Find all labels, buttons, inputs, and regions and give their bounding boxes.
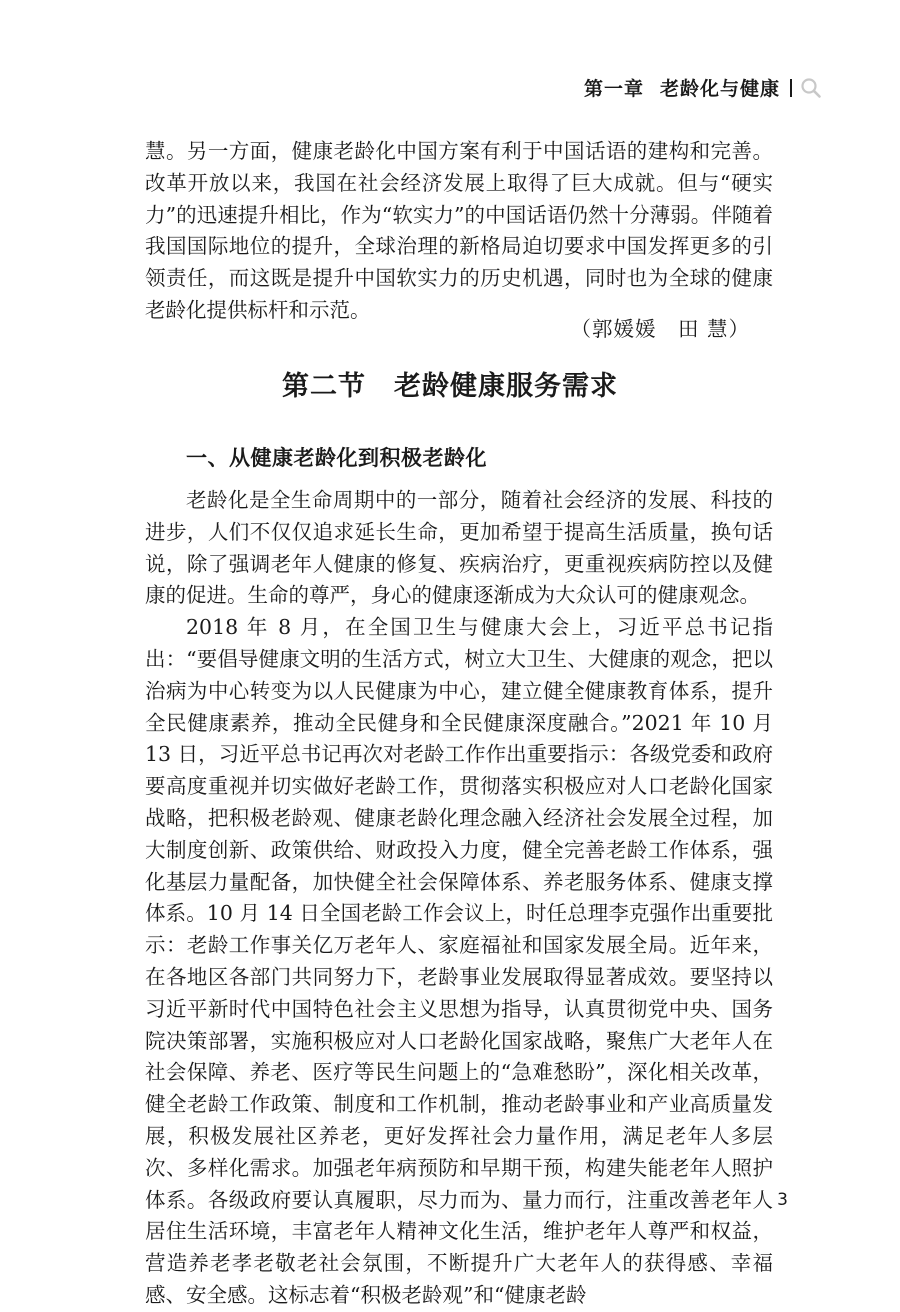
page-number: 3 — [777, 1190, 788, 1210]
paragraph-block-top — [145, 136, 773, 327]
running-header — [584, 74, 822, 101]
paragraph-block-main — [145, 485, 773, 1312]
paragraph: 老龄化是全生命周期中的一部分，随着社会经济的发展、科技的进步，人们不仅仅追求延长生命，更加希望于提高生活质量，换句话说，除了强调老年人健康的修复、疾病治疗，更重视疾病防控以及健康的促进。生命的尊严，身心的健康逐渐成为大众认可的健康观念。 — [145, 488, 773, 608]
paragraph: 慧。另一方面，健康老龄化中国方案有利于中国话语的建构和完善。改革开放以来，我国在社会经济发展上取得了巨大成就。但与“硬实力”的迅速提升相比，作为“软实力”的中国话语仍然十分薄弱。伴随着我国国际地位的提升，全球治理的新格局迫切要求中国发挥更多的引领责任，而这既是提升中国软实力的历史机遇，同时也为全球的健康老龄化提供标杆和示范。 — [145, 139, 773, 322]
chapter-label: 第一章 — [583, 78, 644, 100]
chapter-title: 老龄化与健康 — [659, 78, 780, 100]
subheading: 一、从健康老龄化到积极老龄化 — [186, 445, 487, 470]
magnifier-icon — [800, 77, 822, 99]
header-separator — [790, 79, 792, 97]
paragraph: 2018 年 8 月，在全国卫生与健康大会上，习近平总书记指出：“要倡导健康文明的生活方式，树立大卫生、大健康的观念，把以治病为中心转变为以人民健康为中心，建立健全健康教育体系，提升全民健康素养，推动全民健身和全民健康深度融合。”2021 年 10 月 13 日，习近平总书记再次对老龄工作作出重要指示：各级党委和政府要高度重视并切实做好老龄工作，贯彻落实积极应对人口老龄化国家战略，把积极老龄观、健康老龄化理念融入经济社会发展全过程，加大制度创新、政策供给、财政投入力度，健全完善老龄工作体系，强化基层力量配备，加快健全社会保障体系、养老服务体系、健康支撑体系。10 月 14 日全国老龄工作会议上，时任总理李克强作出重要批示：老龄工作事关亿万老年人、家庭福祉和国家发展全局。近年来，在各地区各部门共同努力下，老龄事业发展取得显著成效。要坚持以习近平新时代中国特色社会主义思想为指导，认真贯彻党中央、国务院决策部署，实施积极应对人口老龄化国家战略，聚焦广大老年人在社会保障、养老、医疗等民生问题上的“急难愁盼”，深化相关改革，健全老龄工作政策、制度和工作机制，推动老龄事业和产业高质量发展，积极发展社区养老，更好发挥社会力量作用，满足老年人多层次、多样化需求。加强老年病预防和早期干预，构建失能老年人照护体系。各级政府要认真履职，尽力而为、量力而行，注重改善老年人居住生活环境，丰富老年人精神文化生活，维护老年人尊严和权益，营造养老孝老敬老社会氛围，不断提升广大老年人的获得感、幸福感、安全感。这标志着“积极老龄观”和“健康老龄 — [145, 615, 773, 1307]
section-title: 第二节 老龄健康服务需求 — [282, 371, 618, 402]
author-credit: （郭媛媛 田 慧） — [570, 317, 750, 341]
